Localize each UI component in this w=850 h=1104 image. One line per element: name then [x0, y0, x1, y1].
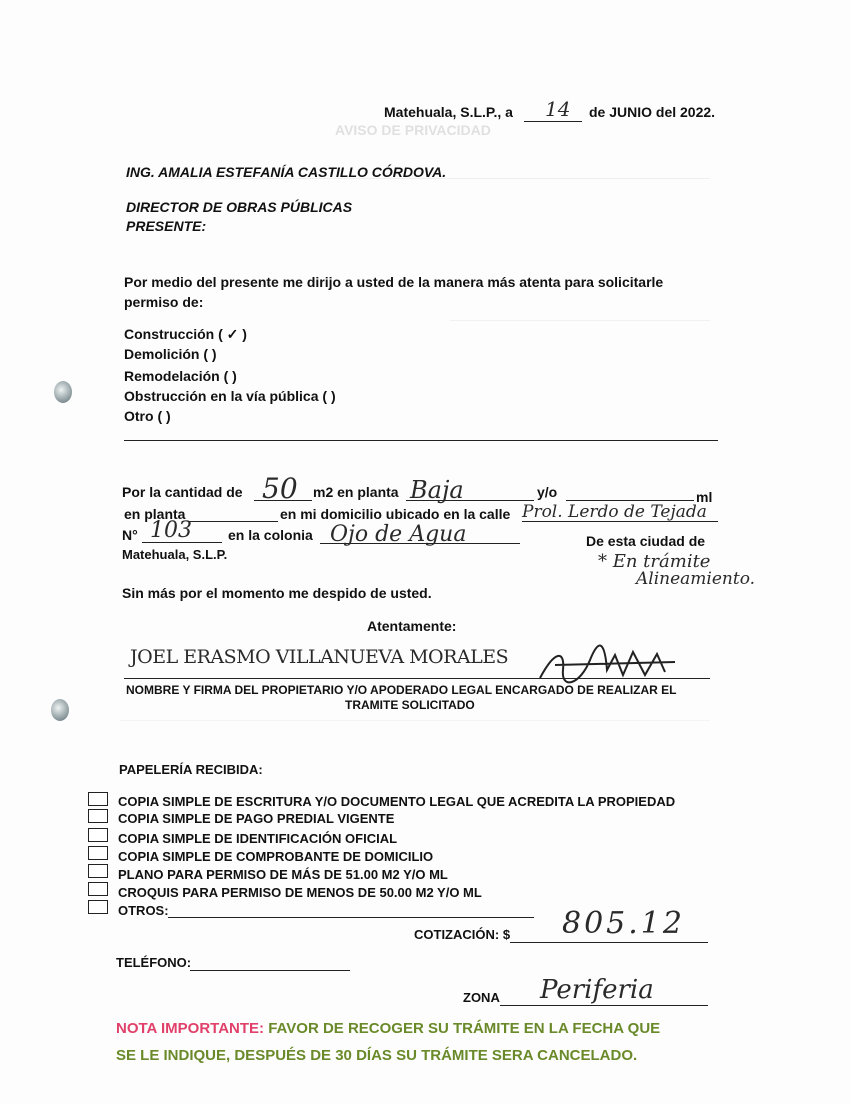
- papeleria-checkbox-escritura[interactable]: [88, 792, 108, 806]
- cantidad-value[interactable]: 50: [262, 472, 298, 505]
- zona-underline: [500, 1005, 708, 1006]
- telefono-label: TELÉFONO:: [116, 955, 192, 970]
- papeleria-checkbox-domicilio[interactable]: [88, 846, 108, 860]
- otros-underline: [168, 917, 534, 918]
- day-value: 14: [545, 97, 571, 121]
- en-planta-underline: [188, 521, 278, 522]
- numero-value[interactable]: 103: [150, 518, 192, 543]
- ml-label: ml: [696, 489, 713, 505]
- papeleria-checkbox-otros[interactable]: [88, 900, 108, 914]
- permit-checkbox-demolicion[interactable]: ( ): [203, 346, 217, 362]
- m2-planta-label: m2 en planta: [313, 484, 399, 500]
- papeleria-checkbox-croquis[interactable]: [88, 882, 108, 896]
- ciudad-value: Matehuala, S.L.P.: [122, 547, 228, 562]
- signature-caption-1: NOMBRE Y FIRMA DEL PROPIETARIO Y/O APODERADO LEGAL ENCARGADO DE REALIZAR EL: [126, 683, 677, 697]
- signer-name: JOEL ERASMO VILLANUEVA MORALES: [130, 646, 509, 668]
- papeleria-item-escritura: COPIA SIMPLE DE ESCRITURA Y/O DOCUMENTO LEGAL QUE ACREDITA LA PROPIEDAD: [118, 794, 676, 809]
- papeleria-item-predial: COPIA SIMPLE DE PAGO PREDIAL VIGENTE: [118, 811, 395, 826]
- permit-request-form: AVISO DE PRIVACIDAD Matehuala, S.L.P., a 14 de JUNIO del 2022. ING. AMALIA ESTEFANÍA CASTILLO CÓRDOVA. DIRECTOR DE OBRAS PÚBLICAS PRESENTE: Por medio del presente me dirijo a usted de la manera más atenta para solicitarle permiso de: Construcción ( ✓ ) Demolición ( ) Remodelación ( ) Obstrucción en la vía pública ( ) Otro ( ) Por la cantidad de 50 m2 en planta Baja y/o ml en planta en mi domicilio ubicado en la calle Prol. Lerdo de Tejada N° 103 en la colonia Ojo de Agua De esta ciudad de Matehuala, S.L.P. * En trámite Alineamiento. Sin más por el momento me despido de usted. Atentamente: JOEL ERASMO VILLANUEVA MORALES NOMBRE Y FIRMA DEL PROPIETARIO Y/O APODERADO LEGAL ENCARGADO DE REALIZAR EL TRAMITE SOLICITADO PAPELERÍA RECIBIDA: COPIA SIMPLE DE ESCRITURA Y/O DOCUMENTO LEGAL QUE ACREDITA LA PROPIEDAD COPIA SIMPLE DE PAGO PREDIAL VIGENTE COPIA SIMPLE DE IDENTIFICACIÓN OFICIAL COPIA SIMPLE DE COMPROBANTE DE DOMICILIO PLANO PARA PERMISO DE MÁS DE 51.00 M2 Y/O ML CROQUIS PARA PERMISO DE MENOS DE 50.00 M2 Y/O ML OTROS: COTIZACIÓN: $ 805.12 TELÉFONO: ZONA Periferia NOTA IMPORTANTE: FAVOR DE RECOGER SU TRÁMITE EN LA FECHA QUE SE LE INDIQUE, DESPUÉS DE 30 DÍAS SU TRÁMITE SERA CANCELADO.: [0, 0, 850, 1104]
- nota-text-1: FAVOR DE RECOGER SU TRÁMITE EN LA FECHA QUE: [268, 1020, 661, 1037]
- zona-value[interactable]: Periferia: [540, 975, 654, 1005]
- punch-hole-top: [54, 381, 72, 403]
- permit-label: Otro: [124, 408, 154, 424]
- papeleria-item-identificacion: COPIA SIMPLE DE IDENTIFICACIÓN OFICIAL: [118, 831, 398, 846]
- papeleria-checkbox-plano[interactable]: [88, 864, 108, 878]
- intro-line-1: Por medio del presente me dirijo a usted de la manera más atenta para solicitarle: [124, 274, 664, 290]
- annotation-en-tramite: * En trámite: [598, 551, 711, 572]
- permit-label: Remodelación: [124, 368, 220, 384]
- annotation-alineamiento: Alineamiento.: [636, 569, 756, 589]
- cantidad-label: Por la cantidad de: [122, 484, 243, 500]
- day-underline: [524, 121, 582, 122]
- permit-label: Construcción: [124, 326, 215, 342]
- papeleria-checkbox-predial[interactable]: [88, 809, 108, 823]
- ciudad-label: De esta ciudad de: [586, 533, 706, 549]
- papeleria-item-domicilio: COPIA SIMPLE DE COMPROBANTE DE DOMICILIO: [118, 849, 434, 864]
- cotizacion-value[interactable]: 805.12: [562, 906, 685, 941]
- zona-label: ZONA: [463, 990, 500, 1005]
- date-line: [384, 104, 513, 120]
- date-place: Matehuala, S.L.P., a: [384, 104, 513, 120]
- nota-line-1: [116, 1020, 660, 1037]
- papeleria-item-otros: OTROS:: [118, 903, 169, 918]
- signature-caption-2: TRAMITE SOLICITADO: [345, 698, 475, 712]
- atentamente-label: Atentamente:: [367, 618, 457, 634]
- otro-underline: [124, 440, 718, 441]
- permit-remodelacion: [124, 368, 237, 384]
- colonia-value[interactable]: Ojo de Agua: [330, 522, 467, 547]
- recipient-name: ING. AMALIA ESTEFANÍA CASTILLO CÓRDOVA.: [126, 164, 447, 180]
- ml-underline: [566, 500, 694, 501]
- permit-checkbox-remodelacion[interactable]: ( ): [223, 368, 237, 384]
- cotizacion-underline: [510, 942, 708, 943]
- nota-text-2: SE LE INDIQUE, DESPUÉS DE 30 DÍAS SU TRÁMITE SERA CANCELADO.: [116, 1047, 638, 1064]
- yo-label: y/o: [537, 484, 558, 500]
- intro-line-2: permiso de:: [124, 294, 204, 310]
- en-planta-label: en planta: [124, 506, 186, 522]
- recipient-title: DIRECTOR DE OBRAS PÚBLICAS: [126, 199, 353, 215]
- nota-label: NOTA IMPORTANTE:: [116, 1020, 265, 1037]
- calle-value[interactable]: Prol. Lerdo de Tejada: [522, 502, 707, 522]
- presente-label: PRESENTE:: [126, 218, 207, 234]
- permit-checkbox-obstruccion[interactable]: ( ): [322, 388, 336, 404]
- permit-checkbox-construccion[interactable]: ( ✓ ): [218, 326, 247, 342]
- punch-hole-bottom: [51, 699, 69, 721]
- telefono-underline: [190, 970, 350, 971]
- papeleria-checkbox-identificacion[interactable]: [88, 828, 108, 842]
- permit-demolicion: [124, 346, 217, 362]
- sin-mas-text: Sin más por el momento me despido de usted.: [122, 585, 432, 601]
- permit-obstruccion: [124, 388, 336, 404]
- papeleria-item-plano: PLANO PARA PERMISO DE MÁS DE 51.00 M2 Y/O ML: [118, 867, 448, 882]
- permit-label: Demolición: [124, 346, 200, 362]
- permit-otro: [124, 408, 171, 424]
- signature-underline: [124, 678, 710, 679]
- numero-label: N°: [122, 527, 138, 543]
- permit-construccion: [124, 326, 247, 343]
- permit-checkbox-otro[interactable]: ( ): [157, 408, 171, 424]
- permit-label: Obstrucción en la vía pública: [124, 388, 319, 404]
- colonia-label: en la colonia: [228, 527, 313, 543]
- domicilio-label: en mi domicilio ubicado en la calle: [280, 506, 511, 522]
- cotizacion-label: COTIZACIÓN: $: [414, 927, 511, 942]
- papeleria-title: PAPELERÍA RECIBIDA:: [119, 762, 263, 777]
- planta-value[interactable]: Baja: [410, 476, 464, 504]
- papeleria-item-croquis: CROQUIS PARA PERMISO DE MENOS DE 50.00 M2 Y/O ML: [118, 885, 482, 900]
- date-suffix: de JUNIO del 2022.: [589, 104, 716, 120]
